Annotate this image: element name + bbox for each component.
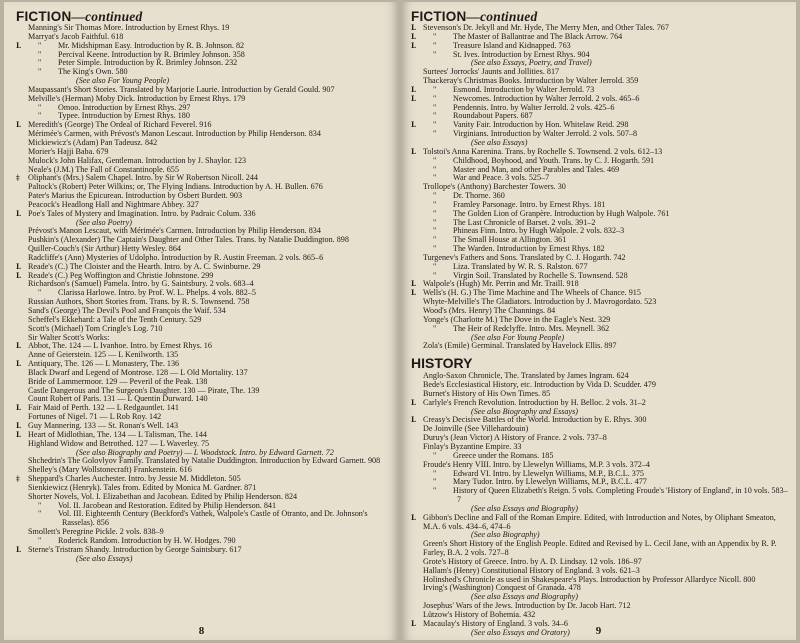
entry-marker: L xyxy=(411,512,416,522)
entry-text: Morier's Hajji Baba. 679 xyxy=(28,146,109,156)
entry-text: Anne of Geierstein. 125 — L Kenilworth. 135 xyxy=(28,350,179,360)
entry-text: Roderick Random. Introduction by H. W. Hodges. 790 xyxy=(58,535,236,545)
entry-text: Gibbon's Decline and Fall of the Roman Empire. Edited, with Introduction and Notes, by Oliphant Smeaton, M.A. 6 vols. 434–6, 474–6 xyxy=(423,512,776,531)
entry-text: (See also Essays and Oratory) xyxy=(471,627,570,637)
entry-marker: L xyxy=(411,397,416,407)
entry-text: Irving's (Washington) Conquest of Granada. 478 xyxy=(423,583,581,593)
running-head-left: FICTION—continued xyxy=(16,9,143,24)
entry-text: Pater's Marius the Epicurean. Introduction by Osbert Burdett. 903 xyxy=(28,191,243,201)
catalogue-entry xyxy=(411,325,788,334)
catalogue-entry xyxy=(16,555,393,564)
entry-marker: ‡ xyxy=(16,173,20,183)
ditto-mark: " xyxy=(38,509,42,519)
entry-text: Phineas Finn. Intro. by Hugh Walpole. 2 vols. 832–3 xyxy=(453,226,625,236)
entry-text: The Last Chronicle of Barset. 2 vols. 391–2 xyxy=(453,217,596,227)
ditto-mark: " xyxy=(433,244,437,254)
entry-text: Edward VI. Intro. by Llewelyn Williams, M.P., B.C.L. 375 xyxy=(453,468,644,478)
entry-text: (See also Essays and Biography) xyxy=(471,592,578,602)
ditto-mark: " xyxy=(433,173,437,183)
entry-marker: L xyxy=(411,23,416,32)
entry-marker: L xyxy=(16,359,21,369)
entry-text: The Small House at Allington. 361 xyxy=(453,235,567,245)
entry-text: Yonge's (Charlotte M.) The Dove in the Eagle's Nest. 329 xyxy=(423,314,611,324)
entry-text: Omoo. Introduction by Ernest Rhys. 297 xyxy=(58,102,191,112)
entry-text: Mérimée's Carmen, with Prévost's Manon Lescaut. Introduction by Philip Henderson. 834 xyxy=(28,129,321,139)
entry-text: (See also Poetry) xyxy=(76,217,132,227)
entry-text: Russian Authors, Short Stories from. Trans. by R. S. Townsend. 758 xyxy=(28,297,250,307)
entry-text: Quiller-Couch's (Sir Arthur) Hetty Wesley. 864 xyxy=(28,244,181,254)
left-page xyxy=(4,2,399,640)
entry-text: Shchedrin's The Golovlyov Family. Translated by Natalie Duddington. Introduction by Edward Garnett. 908 xyxy=(28,456,381,466)
entry-marker: L xyxy=(411,120,416,130)
entry-marker: L xyxy=(411,146,416,156)
catalogue-entry xyxy=(411,514,788,532)
ditto-mark: " xyxy=(433,199,437,209)
entry-text: The King's Own. 580 xyxy=(58,67,128,77)
entry-text: Treasure Island and Kidnapped. 763 xyxy=(453,40,571,50)
entry-text: (See also Essays) xyxy=(471,137,528,147)
running-head-right: FICTION—continued xyxy=(411,9,538,24)
entry-text: Neale's (J.M.) The Fall of Constantinople. 655 xyxy=(28,164,179,174)
entry-text: Paltock's (Robert) Peter Wilkins; or, The Flying Indians. Introduction by A. H. Bullen. 676 xyxy=(28,182,323,192)
entry-text: Radcliffe's (Ann) Mysteries of Udolpho. Introduction by R. Austin Freeman. 2 vols. 865–6 xyxy=(28,252,324,262)
entry-text: Duruy's (Jean Victor) A History of France. 2 vols. 737–8 xyxy=(423,433,607,443)
entry-text: Pushkin's (Alexander) The Captain's Daughter and Other Tales. Trans. by Natalie Duddington. 898 xyxy=(28,235,349,245)
entry-text: Greece under the Romans. 185 xyxy=(453,450,554,460)
ditto-mark: " xyxy=(433,486,437,496)
entry-text: Burnet's History of His Own Times. 85 xyxy=(423,388,551,398)
entry-text: (See also Essays and Biography) xyxy=(471,503,578,513)
entry-marker: L xyxy=(411,31,416,41)
ditto-mark: " xyxy=(38,288,42,298)
entry-marker: L xyxy=(411,415,416,425)
entry-text: Dr. Thorne. 360 xyxy=(453,191,505,201)
entry-marker: L xyxy=(16,429,21,439)
entry-text: Sterne's Tristram Shandy. Introduction by George Saintsbury. 617 xyxy=(28,544,242,554)
entry-text: Framley Parsonage. Intro. by Ernest Rhys. 181 xyxy=(453,199,606,209)
entry-text: St. Ives. Introduction by Ernest Rhys. 904 xyxy=(453,49,590,59)
catalogue-entry xyxy=(411,540,788,558)
ditto-mark: " xyxy=(433,129,437,139)
entry-text: Thackeray's Christmas Books. Introduction by Walter Jerrold. 359 xyxy=(423,76,639,86)
entry-text: Castle Dangerous and The Surgeon's Daughter. 130 — Pirate, The. 139 xyxy=(28,385,260,395)
entry-text: Virgin Soil. Translated by Rochelle S. Townsend. 528 xyxy=(453,270,628,280)
page-number-left: 8 xyxy=(198,625,205,637)
entry-text: Bede's Ecclesiastical History, etc. Introduction by Vida D. Scudder. 479 xyxy=(423,380,656,390)
ditto-mark: " xyxy=(433,155,437,165)
entry-text: (See also Biography and Poetry) — L Woodstock. Intro. by Edward Garnett. 72 xyxy=(76,447,334,457)
entry-text: Creasy's Decisive Battles of the World. Introduction by E. Rhys. 300 xyxy=(423,415,647,425)
entry-text: The Master of Ballantrae and The Black Arrow. 764 xyxy=(453,31,623,41)
entry-text: Turgenev's Fathers and Sons. Translated by C. J. Hogarth. 742 xyxy=(423,252,626,262)
ditto-mark: " xyxy=(433,270,437,280)
entry-text: Mr. Midshipman Easy. Introduction by R. B. Johnson. 82 xyxy=(58,40,245,50)
ditto-mark: " xyxy=(433,84,437,94)
entry-text: (See also For Young People) xyxy=(76,76,170,86)
entry-text: War and Peace. 3 vols. 525–7 xyxy=(453,173,550,183)
page-number-right: 9 xyxy=(595,625,602,637)
entry-marker: L xyxy=(411,288,416,298)
entry-text: Heart of Midlothian, The. 134 — L Talisman, The. 144 xyxy=(28,429,207,439)
entry-text: Anglo-Saxon Chronicle, The. Translated by James Ingram. 624 xyxy=(423,371,629,381)
ditto-mark: " xyxy=(38,111,42,121)
entry-text: The Heir of Redclyffe. Intro. Mrs. Meynell. 362 xyxy=(453,323,610,333)
entry-text: Percival Keene. Introduction by R. Brimley Johnson. 358 xyxy=(58,49,245,59)
entry-text: Richardson's (Samuel) Pamela. Intro. by G. Saintsbury. 2 vols. 683–4 xyxy=(28,279,254,289)
entry-text: Mary Tudor. Intro. by Llewelyn Williams, M.P., B.C.L. 477 xyxy=(453,477,647,487)
entry-text: Scott's (Michael) Tom Cringle's Log. 710 xyxy=(28,323,163,333)
entry-marker: L xyxy=(411,40,416,50)
entry-marker: L xyxy=(16,261,21,271)
entry-text: Clarissa Harlowe. Intro. by Prof. W. L. Phelps. 4 vols. 882–5 xyxy=(58,288,256,298)
entry-text: Master and Man, and other Parables and Tales. 469 xyxy=(453,164,620,174)
ditto-mark: " xyxy=(433,191,437,201)
entry-text: Count Robert of Paris. 131 — L Quentin Durward. 140 xyxy=(28,394,208,404)
ditto-mark: " xyxy=(38,58,42,68)
catalogue-entry xyxy=(16,68,393,77)
entry-marker: L xyxy=(411,93,416,103)
entry-text: Trollope's (Anthony) Barchester Towers. 30 xyxy=(423,182,566,192)
entry-text: Meredith's (George) The Ordeal of Richard Feverel. 916 xyxy=(28,120,212,130)
ditto-mark: " xyxy=(433,217,437,227)
ditto-mark: " xyxy=(433,164,437,174)
entry-text: Josephus' Wars of the Jews. Introduction by Dr. Jacob Hart. 712 xyxy=(423,601,631,611)
entry-text: Sienkiewicz (Henryk). Tales from. Edited by Monica M. Gardner. 871 xyxy=(28,482,257,492)
catalogue-entry xyxy=(16,210,393,219)
entry-text: Wells's (H. G.) The Time Machine and The Wheels of Chance. 915 xyxy=(423,288,641,298)
entry-text: Froude's Henry VIII. Intro. by Llewelyn Williams, M.P. 3 vols. 372–4 xyxy=(423,459,650,469)
ditto-mark: " xyxy=(433,468,437,478)
catalogue-entry xyxy=(16,546,393,555)
entry-text: Peter Simple. Introduction by R. Brimley Johnson. 232 xyxy=(58,58,238,68)
ditto-mark: " xyxy=(433,111,437,121)
entry-text: Mickiewicz's (Adam) Pan Tadeusz. 842 xyxy=(28,137,158,147)
entry-marker: ‡ xyxy=(16,474,20,484)
entry-text: Sir Walter Scott's Works: xyxy=(28,332,110,342)
entry-text: History of Queen Elizabeth's Reign. 5 vols. Completing Froude's 'History of England', in 10 vols. 583–7 xyxy=(453,486,788,505)
entry-text: Reade's (C.) The Cloister and the Hearth. Intro. by A. C. Swinburne. 29 xyxy=(28,261,261,271)
entry-text: (See also For Young People) xyxy=(471,332,565,342)
entry-text: The Warden. Introduction by Ernest Rhys. 182 xyxy=(453,244,605,254)
entry-marker: L xyxy=(16,270,21,280)
entry-marker: L xyxy=(411,84,416,94)
ditto-mark: " xyxy=(433,49,437,59)
entry-text: Vol. II. Jacobean and Restoration. Edited by Philip Henderson. 841 xyxy=(58,500,277,510)
entry-text: Reade's (C.) Peg Woffington and Christie Johnstone. 299 xyxy=(28,270,214,280)
entry-text: Tolstoi's Anna Karenina. Trans. by Rochelle S. Townsend. 2 vols. 612–13 xyxy=(423,146,663,156)
ditto-mark: " xyxy=(38,102,42,112)
entry-text: Grote's History of Greece. Intro. by A. D. Lindsay. 12 vols. 186–97 xyxy=(423,556,642,566)
entry-marker: L xyxy=(16,420,21,430)
fiction-list-right xyxy=(411,24,788,351)
entry-text: Bride of Lammermoor. 129 — Peveril of the Peak. 138 xyxy=(28,376,208,386)
entry-marker: L xyxy=(411,279,416,289)
entry-text: Walpole's (Hugh) Mr. Perrin and Mr. Traill. 918 xyxy=(423,279,579,289)
ditto-mark: " xyxy=(433,93,437,103)
ditto-mark: " xyxy=(38,40,42,50)
ditto-mark: " xyxy=(433,323,437,333)
entry-text: Stevenson's Dr. Jekyll and Mr. Hyde, The Merry Men, and Other Tales. 767 xyxy=(423,23,669,32)
entry-text: Maupassant's Short Stories. Translated by Marjorie Laurie. Introduction by Gerald Gould. 907 xyxy=(28,84,335,94)
entry-text: Esmond. Introduction by Walter Jerrold. 73 xyxy=(453,84,595,94)
book-spread xyxy=(4,2,796,640)
entry-text: Wood's (Mrs. Henry) The Channings. 84 xyxy=(423,306,556,315)
entry-text: Black Dwarf and Legend of Montrose. 128 — L Old Mortality. 137 xyxy=(28,367,248,377)
entry-text: Mulock's John Halifax, Gentleman. Introduction by J. Shaylor. 123 xyxy=(28,155,247,165)
entry-text: Vanity Fair. Introduction by Hon. Whitelaw Reid. 298 xyxy=(453,120,629,130)
ditto-mark: " xyxy=(433,31,437,41)
entry-text: Roundabout Papers. 687 xyxy=(453,111,533,121)
ditto-mark: " xyxy=(38,500,42,510)
entry-text: (See also Essays) xyxy=(76,553,133,563)
ditto-mark: " xyxy=(38,535,42,545)
entry-marker: L xyxy=(16,341,21,351)
entry-text: Abbot, The. 124 — L Ivanhoe. Intro. by Ernest Rhys. 16 xyxy=(28,341,212,351)
catalogue-entry xyxy=(411,584,788,593)
entry-marker: L xyxy=(16,120,21,130)
entry-text: Surtees' Jorrocks' Jaunts and Jollities. 817 xyxy=(423,67,560,77)
entry-text: Sheppard's Charles Auchester. Intro. by Jessie M. Middleton. 505 xyxy=(28,474,241,484)
entry-text: Oliphant's (Mrs.) Salem Chapel. Intro. by Sir W Robertson Nicoll. 244 xyxy=(28,173,258,183)
entry-text: Lützow's History of Bohemia. 432 xyxy=(423,610,536,619)
ditto-mark: " xyxy=(433,450,437,460)
entry-marker: L xyxy=(411,618,416,628)
entry-text: Prévost's Manon Lescaut, with Mérimée's Carmen. Introduction by Philip Henderson. 834 xyxy=(28,226,321,236)
entry-text: Manning's Sir Thomas More. Introduction by Ernest Rhys. 19 xyxy=(28,23,230,32)
entry-text: Fortunes of Nigel. 71 — L Rob Roy. 142 xyxy=(28,412,162,422)
entry-text: Fair Maid of Perth. 132 — L Redgauntlet. 141 xyxy=(28,403,179,413)
ditto-mark: " xyxy=(433,477,437,487)
running-head-continued: —continued xyxy=(466,9,538,24)
entry-text: Typee. Introduction by Ernest Rhys. 180 xyxy=(58,111,190,121)
ditto-mark: " xyxy=(433,226,437,236)
running-head-continued: —continued xyxy=(71,9,143,24)
entry-text: Liza. Translated by W. R. S. Ralston. 677 xyxy=(453,261,588,271)
entry-text: Macaulay's History of England. 3 vols. 34–6 xyxy=(423,618,568,628)
ditto-mark: " xyxy=(38,67,42,77)
entry-text: Finlay's Byzantine Empire. 33 xyxy=(423,441,522,451)
entry-text: Newcomes. Introduction by Walter Jerrold. 2 vols. 465–6 xyxy=(453,93,640,103)
ditto-mark: " xyxy=(433,120,437,130)
entry-text: Green's Short History of the English People. Edited and Revised by L. Cecil Jane, with an Appendix by R. P. Farley, B.A. 2 vols. 727–8 xyxy=(423,539,777,558)
entry-text: Melville's (Herman) Moby Dick. Introduction by Ernest Rhys. 179 xyxy=(28,93,246,103)
ditto-mark: " xyxy=(433,102,437,112)
entry-text: Poe's Tales of Mystery and Imagination. Intro. by Padraic Colum. 336 xyxy=(28,208,256,218)
fiction-list-left xyxy=(16,24,393,563)
entry-text: Hallam's (Henry) Constitutional History of England. 3 vols. 621–3 xyxy=(423,565,640,575)
entry-text: Shelley's (Mary Wollstonecraft) Frankenstein. 616 xyxy=(28,465,192,475)
entry-text: Peacock's Headlong Hall and Nightmare Abbey. 327 xyxy=(28,199,199,209)
catalogue-entry xyxy=(411,342,788,351)
entry-text: (See also Biography) xyxy=(471,530,540,540)
catalogue-entry xyxy=(16,510,393,528)
entry-marker: L xyxy=(16,544,21,554)
entry-text: Carlyle's French Revolution. Introduction by H. Belloc. 2 vols. 31–2 xyxy=(423,397,646,407)
entry-text: (See also Essays, Poetry, and Travel) xyxy=(471,58,592,68)
entry-text: Shorter Novels, Vol. I. Elizabethan and Jacobean. Edited by Philip Henderson. 824 xyxy=(28,491,298,501)
entry-text: Childhood, Boyhood, and Youth. Trans. by C. J. Hogarth. 591 xyxy=(453,155,655,165)
ditto-mark: " xyxy=(433,40,437,50)
entry-text: De Joinville (See Villehardouin) xyxy=(423,424,529,434)
entry-marker: L xyxy=(16,40,21,50)
entry-marker: L xyxy=(16,403,21,413)
catalogue-entry xyxy=(411,51,788,60)
catalogue-entry xyxy=(411,130,788,139)
section-heading-history: HISTORY xyxy=(411,355,473,372)
entry-text: Scheffel's Ekkehard: a Tale of the Tenth Century. 529 xyxy=(28,314,202,324)
entry-text: Sand's (George) The Devil's Pool and François the Waif. 534 xyxy=(28,306,226,315)
entry-marker: L xyxy=(16,208,21,218)
entry-text: The Golden Lion of Granpère. Introduction by Hugh Walpole. 761 xyxy=(453,208,670,218)
entry-text: Smollett's Peregrine Pickle. 2 vols. 838–9 xyxy=(28,527,164,537)
entry-text: Whyte-Melville's The Gladiators. Introduction by J. Mavrogordato. 523 xyxy=(423,297,657,307)
entry-text: Highland Widow and Betrothed. 127 — L Waverley. 75 xyxy=(28,438,210,448)
ditto-mark: " xyxy=(433,208,437,218)
catalogue-entry xyxy=(411,399,788,408)
history-list xyxy=(411,372,788,637)
catalogue-entry xyxy=(411,487,788,505)
entry-text: Zola's (Emile) Germinal. Translated by Havelock Ellis. 897 xyxy=(423,341,617,351)
ditto-mark: " xyxy=(38,49,42,59)
entry-text: Vol. III. Eighteenth Century (Beckford's Vathek, Walpole's Castle of Otranto, and Dr. Johnson's Rasselas). 856 xyxy=(58,509,368,528)
entry-text: Pendennis. Intro. by Walter Jerrold. 2 vols. 425–6 xyxy=(453,102,615,112)
entry-text: Virginians. Introduction by Walter Jerrold. 2 vols. 507–8 xyxy=(453,129,638,139)
entry-text: Antiquary, The. 126 — L Monastery, The. 136 xyxy=(28,359,180,369)
ditto-mark: " xyxy=(433,261,437,271)
right-page xyxy=(401,2,796,640)
entry-text: (See also Biography and Essays) xyxy=(471,406,578,416)
entry-text: Marryat's Jacob Faithful. 618 xyxy=(28,31,124,41)
entry-text: Guy Mannering. 133 — St. Ronan's Well. 143 xyxy=(28,420,179,430)
entry-text: Holinshed's Chronicle as used in Shakespeare's Plays. Introduction by Professor Allardyce Nicoll. 800 xyxy=(423,574,756,584)
ditto-mark: " xyxy=(433,235,437,245)
